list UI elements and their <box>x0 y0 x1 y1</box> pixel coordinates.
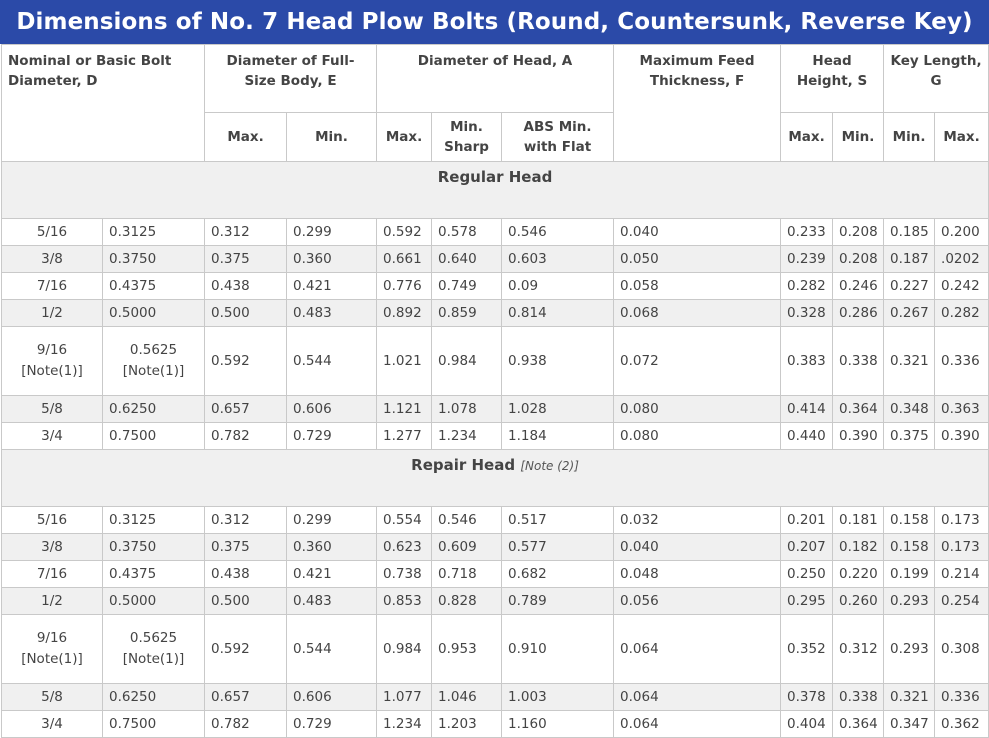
nominal-decimal-cell <box>103 327 205 396</box>
height-max-cell: 0.383 <box>781 327 833 396</box>
table-row <box>2 396 989 423</box>
feed-thickness-cell: 0.040 <box>614 534 781 561</box>
section-row <box>2 162 989 219</box>
nominal-decimal-cell: 0.3125 <box>103 219 205 246</box>
header-body-max: Max. <box>205 113 287 162</box>
key-min-cell: 0.293 <box>884 588 935 615</box>
feed-thickness-cell: 0.080 <box>614 396 781 423</box>
head-abs-min-cell: 0.938 <box>502 327 614 396</box>
key-min-cell: 0.199 <box>884 561 935 588</box>
header-feed-thickness: Maximum Feed Thickness, F <box>614 45 781 162</box>
head-min-sharp-cell: 1.046 <box>432 684 502 711</box>
key-min-cell: 0.348 <box>884 396 935 423</box>
head-max-cell: 1.077 <box>377 684 432 711</box>
height-max-cell: 0.414 <box>781 396 833 423</box>
table-row <box>2 507 989 534</box>
header-head-abs-min: ABS Min. with Flat <box>502 113 614 162</box>
nominal-fraction-cell: 1/2 <box>2 300 103 327</box>
header-head-diameter: Diameter of Head, A <box>377 45 614 113</box>
key-max-cell: 0.336 <box>935 684 989 711</box>
head-max-cell: 0.984 <box>377 615 432 684</box>
body-min-cell: 0.483 <box>287 588 377 615</box>
head-abs-min-cell: 1.184 <box>502 423 614 450</box>
feed-thickness-cell: 0.064 <box>614 684 781 711</box>
feed-thickness-cell: 0.048 <box>614 561 781 588</box>
head-max-cell: 0.554 <box>377 507 432 534</box>
height-min-cell: 0.260 <box>833 588 884 615</box>
feed-thickness-cell: 0.032 <box>614 507 781 534</box>
head-min-sharp-cell: 1.234 <box>432 423 502 450</box>
plow-bolt-dimensions-table <box>1 44 989 738</box>
head-abs-min-cell: 1.003 <box>502 684 614 711</box>
head-abs-min-cell: 0.517 <box>502 507 614 534</box>
head-min-sharp-cell: 0.859 <box>432 300 502 327</box>
body-min-cell: 0.299 <box>287 507 377 534</box>
nominal-decimal-cell: 0.4375 <box>103 273 205 300</box>
head-abs-min-cell: 0.09 <box>502 273 614 300</box>
nominal-fraction-cell <box>2 615 103 684</box>
section-header <box>2 450 989 507</box>
head-abs-min-cell: 0.910 <box>502 615 614 684</box>
key-max-cell: .0202 <box>935 246 989 273</box>
height-max-cell: 0.239 <box>781 246 833 273</box>
nominal-decimal-cell: 0.5000 <box>103 588 205 615</box>
nominal-decimal-cell <box>103 615 205 684</box>
body-max-cell: 0.312 <box>205 507 287 534</box>
nominal-decimal-cell: 0.5000 <box>103 300 205 327</box>
nominal-decimal-cell: 0.6250 <box>103 396 205 423</box>
header-head-max: Max. <box>377 113 432 162</box>
body-min-cell: 0.606 <box>287 684 377 711</box>
header-key-max: Max. <box>935 113 989 162</box>
header-key-length: Key Length, G <box>884 45 989 113</box>
key-max-cell: 0.214 <box>935 561 989 588</box>
nominal-decimal-cell: 0.4375 <box>103 561 205 588</box>
head-max-cell: 1.121 <box>377 396 432 423</box>
nominal-decimal-cell: 0.7500 <box>103 711 205 738</box>
key-max-cell: 0.363 <box>935 396 989 423</box>
feed-thickness-cell: 0.040 <box>614 219 781 246</box>
key-min-cell: 0.158 <box>884 534 935 561</box>
header-body-min: Min. <box>287 113 377 162</box>
nominal-fraction-cell <box>2 327 103 396</box>
body-min-cell: 0.299 <box>287 219 377 246</box>
key-max-cell: 0.200 <box>935 219 989 246</box>
height-max-cell: 0.201 <box>781 507 833 534</box>
body-min-cell: 0.360 <box>287 534 377 561</box>
body-min-cell: 0.544 <box>287 615 377 684</box>
body-min-cell: 0.544 <box>287 327 377 396</box>
head-abs-min-cell: 1.160 <box>502 711 614 738</box>
section-row <box>2 450 989 507</box>
table-title: Dimensions of No. 7 Head Plow Bolts (Round, Countersunk, Reverse Key) <box>0 0 989 44</box>
head-max-cell: 0.738 <box>377 561 432 588</box>
nominal-fraction-cell: 3/8 <box>2 534 103 561</box>
head-max-cell: 1.234 <box>377 711 432 738</box>
height-min-cell: 0.312 <box>833 615 884 684</box>
key-min-cell: 0.185 <box>884 219 935 246</box>
nominal-decimal: 0.5625 <box>129 630 178 646</box>
head-min-sharp-cell: 0.609 <box>432 534 502 561</box>
height-min-cell: 0.208 <box>833 219 884 246</box>
nominal-fraction-cell: 7/16 <box>2 561 103 588</box>
table-row <box>2 615 989 684</box>
key-max-cell: 0.173 <box>935 507 989 534</box>
table-row <box>2 711 989 738</box>
head-min-sharp-cell: 1.078 <box>432 396 502 423</box>
height-min-cell: 0.364 <box>833 711 884 738</box>
key-max-cell: 0.242 <box>935 273 989 300</box>
height-max-cell: 0.328 <box>781 300 833 327</box>
header-head-min-sharp: Min. Sharp <box>432 113 502 162</box>
nominal-fraction-cell: 5/16 <box>2 507 103 534</box>
feed-thickness-cell: 0.064 <box>614 615 781 684</box>
head-abs-min-cell: 0.682 <box>502 561 614 588</box>
head-min-sharp-cell: 0.718 <box>432 561 502 588</box>
head-min-sharp-cell: 0.984 <box>432 327 502 396</box>
head-min-sharp-cell: 1.203 <box>432 711 502 738</box>
nominal-fraction-cell: 5/16 <box>2 219 103 246</box>
height-min-cell: 0.208 <box>833 246 884 273</box>
head-abs-min-cell: 0.546 <box>502 219 614 246</box>
header-full-size-body: Diameter of Full-Size Body, E <box>205 45 377 113</box>
height-max-cell: 0.295 <box>781 588 833 615</box>
head-max-cell: 0.776 <box>377 273 432 300</box>
key-max-cell: 0.362 <box>935 711 989 738</box>
height-max-cell: 0.404 <box>781 711 833 738</box>
feed-thickness-cell: 0.072 <box>614 327 781 396</box>
key-min-cell: 0.267 <box>884 300 935 327</box>
key-max-cell: 0.282 <box>935 300 989 327</box>
feed-thickness-cell: 0.056 <box>614 588 781 615</box>
height-min-cell: 0.338 <box>833 684 884 711</box>
body-min-cell: 0.421 <box>287 273 377 300</box>
head-abs-min-cell: 0.814 <box>502 300 614 327</box>
nominal-decimal: 0.5625 <box>129 342 178 358</box>
body-min-cell: 0.360 <box>287 246 377 273</box>
head-max-cell: 0.592 <box>377 219 432 246</box>
section-header <box>2 162 989 219</box>
nominal-fraction: 9/16 <box>36 342 68 358</box>
height-min-cell: 0.338 <box>833 327 884 396</box>
head-min-sharp-cell: 0.749 <box>432 273 502 300</box>
table-row <box>2 588 989 615</box>
head-max-cell: 0.892 <box>377 300 432 327</box>
key-min-cell: 0.375 <box>884 423 935 450</box>
body-min-cell: 0.729 <box>287 423 377 450</box>
key-min-cell: 0.293 <box>884 615 935 684</box>
head-min-sharp-cell: 0.828 <box>432 588 502 615</box>
body-min-cell: 0.483 <box>287 300 377 327</box>
head-max-cell: 0.623 <box>377 534 432 561</box>
table-row <box>2 273 989 300</box>
nominal-fraction-cell: 3/4 <box>2 711 103 738</box>
section-note: [Note (2)] <box>520 459 579 473</box>
head-abs-min-cell: 1.028 <box>502 396 614 423</box>
key-min-cell: 0.321 <box>884 684 935 711</box>
nominal-fraction-note: [Note(1)] <box>21 363 83 379</box>
header-nominal-diameter: Nominal or Basic Bolt Diameter, D <box>2 45 205 162</box>
body-max-cell: 0.438 <box>205 561 287 588</box>
table-row <box>2 219 989 246</box>
key-max-cell: 0.336 <box>935 327 989 396</box>
key-min-cell: 0.321 <box>884 327 935 396</box>
table-row <box>2 423 989 450</box>
header-key-min: Min. <box>884 113 935 162</box>
height-max-cell: 0.378 <box>781 684 833 711</box>
header-head-height: Head Height, S <box>781 45 884 113</box>
header-height-max: Max. <box>781 113 833 162</box>
feed-thickness-cell: 0.068 <box>614 300 781 327</box>
head-max-cell: 1.021 <box>377 327 432 396</box>
height-max-cell: 0.207 <box>781 534 833 561</box>
height-min-cell: 0.286 <box>833 300 884 327</box>
head-abs-min-cell: 0.577 <box>502 534 614 561</box>
header-height-min: Min. <box>833 113 884 162</box>
body-min-cell: 0.606 <box>287 396 377 423</box>
table-row <box>2 534 989 561</box>
nominal-fraction-cell: 5/8 <box>2 684 103 711</box>
height-max-cell: 0.352 <box>781 615 833 684</box>
body-max-cell: 0.657 <box>205 684 287 711</box>
nominal-fraction-cell: 3/8 <box>2 246 103 273</box>
table-row <box>2 327 989 396</box>
height-max-cell: 0.250 <box>781 561 833 588</box>
nominal-fraction-cell: 1/2 <box>2 588 103 615</box>
nominal-decimal-cell: 0.6250 <box>103 684 205 711</box>
head-max-cell: 0.661 <box>377 246 432 273</box>
key-min-cell: 0.187 <box>884 246 935 273</box>
head-abs-min-cell: 0.789 <box>502 588 614 615</box>
nominal-decimal-cell: 0.3750 <box>103 246 205 273</box>
body-max-cell: 0.312 <box>205 219 287 246</box>
height-max-cell: 0.233 <box>781 219 833 246</box>
body-max-cell: 0.375 <box>205 246 287 273</box>
key-max-cell: 0.173 <box>935 534 989 561</box>
feed-thickness-cell: 0.050 <box>614 246 781 273</box>
key-max-cell: 0.308 <box>935 615 989 684</box>
body-max-cell: 0.438 <box>205 273 287 300</box>
body-max-cell: 0.500 <box>205 588 287 615</box>
table-row <box>2 246 989 273</box>
height-min-cell: 0.220 <box>833 561 884 588</box>
nominal-fraction-cell: 5/8 <box>2 396 103 423</box>
key-min-cell: 0.227 <box>884 273 935 300</box>
nominal-fraction-note: [Note(1)] <box>21 651 83 667</box>
body-min-cell: 0.421 <box>287 561 377 588</box>
nominal-fraction-cell: 7/16 <box>2 273 103 300</box>
key-min-cell: 0.347 <box>884 711 935 738</box>
head-max-cell: 1.277 <box>377 423 432 450</box>
body-max-cell: 0.657 <box>205 396 287 423</box>
height-max-cell: 0.440 <box>781 423 833 450</box>
body-max-cell: 0.375 <box>205 534 287 561</box>
height-min-cell: 0.364 <box>833 396 884 423</box>
body-max-cell: 0.592 <box>205 327 287 396</box>
section-label: Repair Head <box>411 456 516 474</box>
nominal-fraction-cell: 3/4 <box>2 423 103 450</box>
nominal-decimal-cell: 0.7500 <box>103 423 205 450</box>
section-label: Regular Head <box>437 168 553 186</box>
feed-thickness-cell: 0.064 <box>614 711 781 738</box>
head-min-sharp-cell: 0.546 <box>432 507 502 534</box>
key-max-cell: 0.390 <box>935 423 989 450</box>
table-row <box>2 561 989 588</box>
height-max-cell: 0.282 <box>781 273 833 300</box>
key-max-cell: 0.254 <box>935 588 989 615</box>
body-max-cell: 0.782 <box>205 423 287 450</box>
height-min-cell: 0.246 <box>833 273 884 300</box>
body-max-cell: 0.782 <box>205 711 287 738</box>
head-abs-min-cell: 0.603 <box>502 246 614 273</box>
head-min-sharp-cell: 0.953 <box>432 615 502 684</box>
height-min-cell: 0.181 <box>833 507 884 534</box>
height-min-cell: 0.182 <box>833 534 884 561</box>
nominal-decimal-note: [Note(1)] <box>122 651 185 667</box>
nominal-decimal-note: [Note(1)] <box>122 363 185 379</box>
key-min-cell: 0.158 <box>884 507 935 534</box>
nominal-fraction: 9/16 <box>36 630 68 646</box>
body-max-cell: 0.500 <box>205 300 287 327</box>
nominal-decimal-cell: 0.3750 <box>103 534 205 561</box>
body-min-cell: 0.729 <box>287 711 377 738</box>
nominal-decimal-cell: 0.3125 <box>103 507 205 534</box>
head-min-sharp-cell: 0.578 <box>432 219 502 246</box>
feed-thickness-cell: 0.058 <box>614 273 781 300</box>
height-min-cell: 0.390 <box>833 423 884 450</box>
table-body <box>2 162 989 738</box>
table-row <box>2 684 989 711</box>
body-max-cell: 0.592 <box>205 615 287 684</box>
feed-thickness-cell: 0.080 <box>614 423 781 450</box>
head-max-cell: 0.853 <box>377 588 432 615</box>
head-min-sharp-cell: 0.640 <box>432 246 502 273</box>
table-row <box>2 300 989 327</box>
